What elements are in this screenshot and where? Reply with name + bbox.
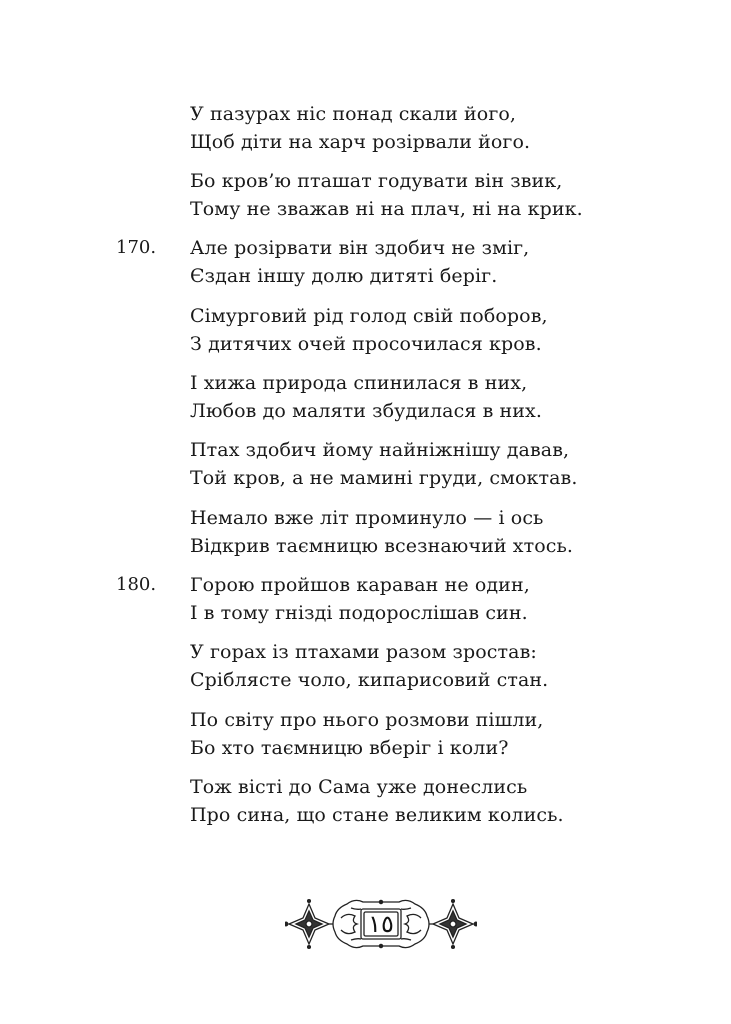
stanza-7 — [190, 504, 650, 560]
verse-line: Тому не зважав ні на плач, ні на крик. — [190, 198, 583, 220]
verse-line: Щоб діти на харч розірвали його. — [190, 131, 531, 153]
verse-line: У горах із птахами разом зростав: — [190, 641, 537, 663]
verse-line: Бо хто таємницю вберіг і коли? — [190, 737, 509, 759]
stanza-6 — [190, 436, 650, 492]
verse-line: І хижа природа спинилася в них, — [190, 372, 528, 394]
stanza-9 — [190, 638, 650, 694]
verse-line: По світу про нього розмови пішли, — [190, 709, 544, 731]
page-number-ornament — [285, 898, 477, 950]
verse-line: Птах здобич йому найніжнішу давав, — [190, 439, 570, 461]
verse-line: Любов до маляти збудилася в них. — [190, 400, 542, 422]
verse-line: Сріблясте чоло, кипарисовий стан. — [190, 669, 549, 691]
page-number: ١٥ — [368, 910, 394, 938]
verse-line: Той кров, а не мамині груди, смоктав. — [190, 467, 578, 489]
stanza-2 — [190, 167, 650, 223]
verse-line: Відкрив таємницю всезнаючий хтось. — [190, 535, 574, 557]
line-number-180: 180. — [116, 574, 157, 595]
verse-line: Але розірвати він здобич не зміг, — [190, 237, 530, 259]
verse-line: Бо кров’ю пташат годувати він звик, — [190, 170, 563, 192]
stanza-3 — [190, 234, 650, 290]
stanza-1 — [190, 100, 650, 156]
stanza-11 — [190, 773, 650, 829]
verse-line: І в тому гнізді подорослішав син. — [190, 602, 528, 624]
verse-line: Горою пройшов караван не один, — [190, 574, 530, 596]
verse-line: Сімурговий рід голод свій поборов, — [190, 305, 548, 327]
verse-line: Тож вісті до Сама уже донеслись — [190, 776, 528, 798]
stanza-5 — [190, 369, 650, 425]
verse-line: Про сина, що стане великим колись. — [190, 804, 564, 826]
stanza-8 — [190, 571, 650, 627]
verse-line: Єздан іншу долю дитяті беріг. — [190, 265, 498, 287]
stanza-4 — [190, 302, 650, 358]
line-number-170: 170. — [116, 237, 157, 258]
verse-line: З дитячих очей просочилася кров. — [190, 333, 542, 355]
verse-line: У пазурах ніс понад скали його, — [190, 103, 517, 125]
stanza-10 — [190, 706, 650, 762]
verse-line: Немало вже літ проминуло — і ось — [190, 507, 544, 529]
